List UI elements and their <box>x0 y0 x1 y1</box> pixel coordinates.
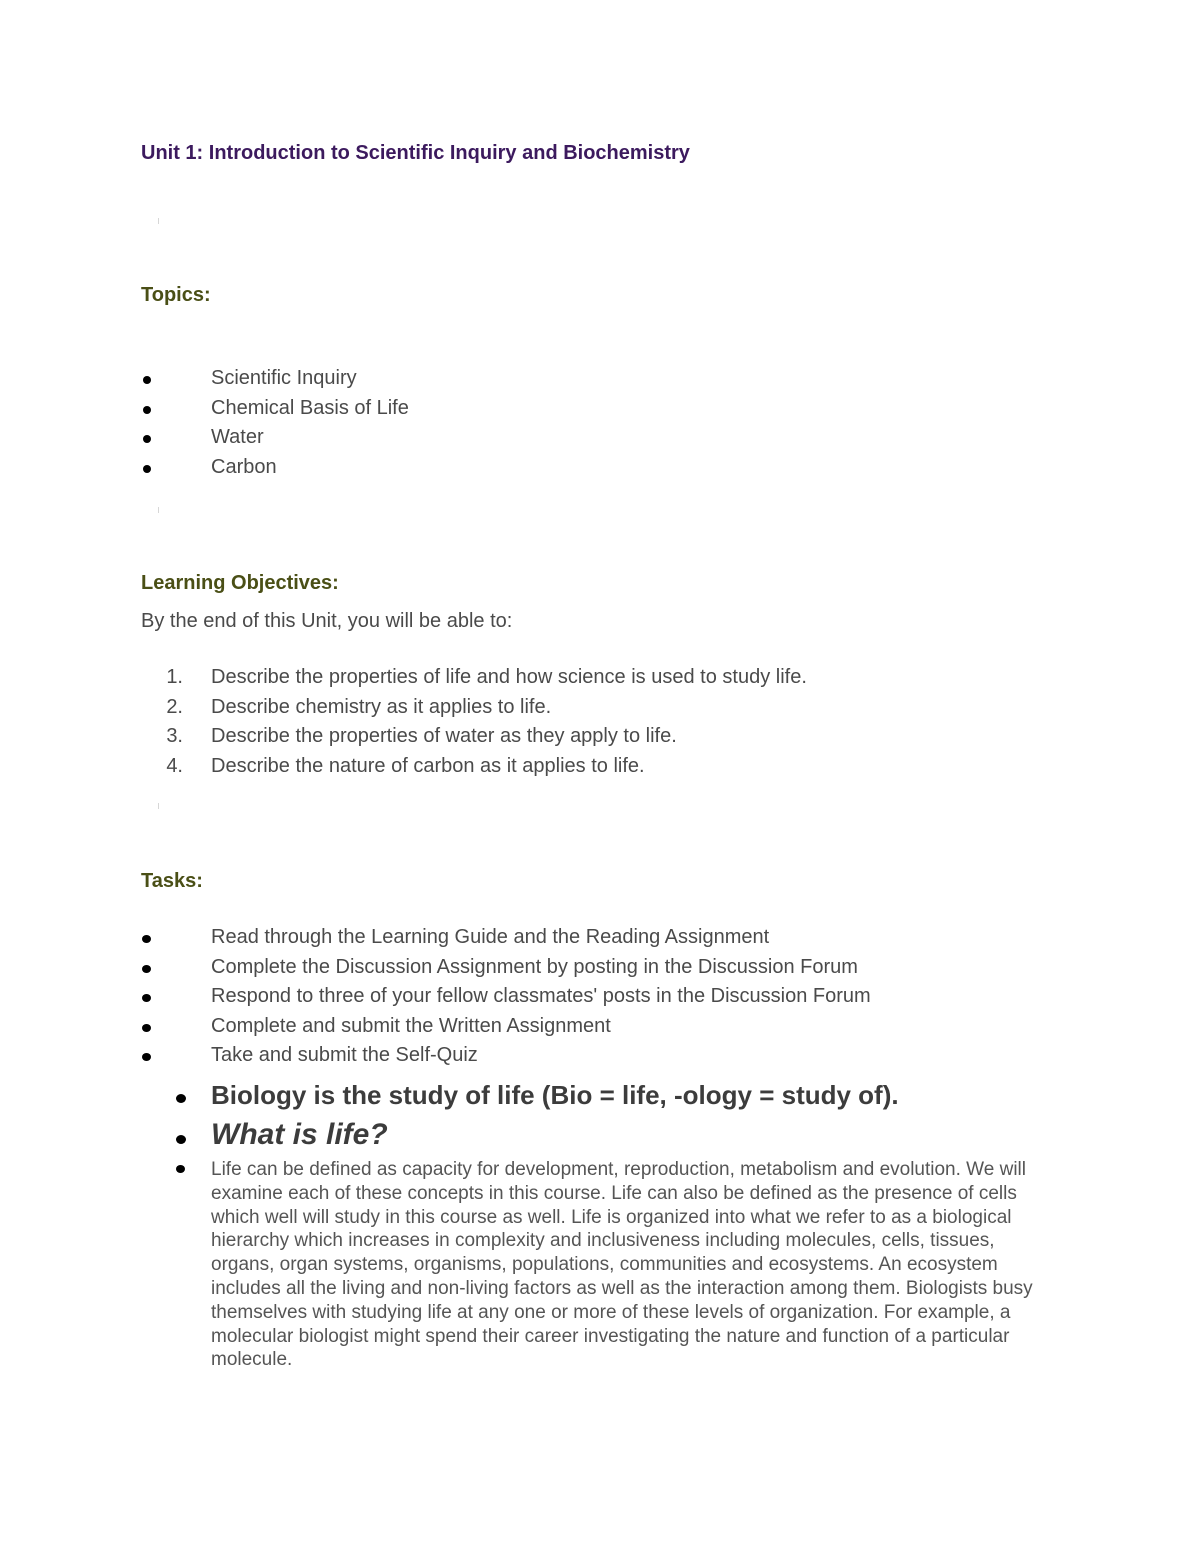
list-item <box>0 753 1200 783</box>
unit-title: Unit 1: Introduction to Scientific Inquiry and Biochemistry <box>141 142 690 164</box>
bullet-icon <box>143 435 151 443</box>
list-item <box>0 954 1200 984</box>
list-item <box>0 983 1200 1013</box>
bullet-icon <box>142 935 151 943</box>
objectives-heading: Learning Objectives: <box>141 572 339 594</box>
objective-text: Describe the properties of water as they apply to life. <box>211 725 677 748</box>
bullet-icon <box>142 1024 151 1032</box>
bullet-icon <box>176 1165 185 1173</box>
task-text: Complete and submit the Written Assignment <box>211 1014 611 1037</box>
objective-text: Describe chemistry as it applies to life. <box>211 695 552 718</box>
objectives-intro: By the end of this Unit, you will be able to: <box>141 610 513 632</box>
biology-statement: Biology is the study of life (Bio = life, -ology = study of). <box>211 1080 899 1110</box>
objective-text: Describe the nature of carbon as it applies to life. <box>211 754 645 777</box>
list-item <box>0 395 1200 425</box>
bullet-icon <box>176 1094 186 1103</box>
objective-text: Describe the properties of life and how science is used to study life. <box>211 666 807 688</box>
task-text: Take and submit the Self-Quiz <box>211 1044 478 1067</box>
list-item <box>0 694 1200 724</box>
list-item <box>0 723 1200 753</box>
bullet-icon <box>142 965 151 973</box>
item-number: 2. <box>166 695 183 718</box>
divider-mark <box>158 218 159 224</box>
topic-text: Carbon <box>211 455 277 478</box>
item-number: 1. <box>166 666 183 688</box>
list-item <box>0 1042 1200 1072</box>
item-number: 4. <box>166 754 183 777</box>
bullet-icon <box>176 1135 186 1144</box>
topics-heading: Topics: <box>141 284 211 306</box>
list-item <box>0 424 1200 454</box>
life-question: What is life? <box>211 1118 388 1151</box>
tasks-heading: Tasks: <box>141 870 203 892</box>
list-item <box>0 365 1200 395</box>
divider-mark <box>158 507 159 513</box>
bullet-icon <box>143 406 151 414</box>
life-paragraph: Life can be defined as capacity for development, reproduction, metabolism and evolution. We will examine each of these concepts in this course. Life can also be defined as the presence of cells which well will study in this course as well. Life is organized into what we refer to as a biological hierarchy which increases in complexity and inclusiveness including molecules, cells, tissues, organs, organ systems, organisms, populations, communities and ecosystems. An ecosystem includes all the living and non-living factors as well as the interaction among them. Biologists busy themselves with studying life at any one or more of these levels of organization. For example, a molecular biologist might spend their career investigating the nature and function of a particular molecule. <box>211 1159 1033 1371</box>
list-item <box>0 454 1200 484</box>
topic-text: Water <box>211 426 264 449</box>
tasks-list <box>0 924 1200 1072</box>
item-number: 3. <box>166 725 183 748</box>
divider-mark <box>158 803 159 809</box>
bullet-icon <box>142 1053 151 1061</box>
topic-text: Scientific Inquiry <box>211 367 357 389</box>
objectives-list <box>0 664 1200 782</box>
task-text: Read through the Learning Guide and the Reading Assignment <box>211 926 770 948</box>
list-item <box>0 664 1200 694</box>
bullet-icon <box>143 376 151 384</box>
bullet-icon <box>143 465 151 473</box>
list-item <box>0 924 1200 954</box>
list-item <box>0 1013 1200 1043</box>
task-text: Respond to three of your fellow classmates' posts in the Discussion Forum <box>211 985 871 1008</box>
topic-text: Chemical Basis of Life <box>211 396 409 419</box>
bullet-icon <box>142 994 151 1002</box>
task-text: Complete the Discussion Assignment by posting in the Discussion Forum <box>211 955 858 978</box>
topics-list <box>0 365 1200 483</box>
